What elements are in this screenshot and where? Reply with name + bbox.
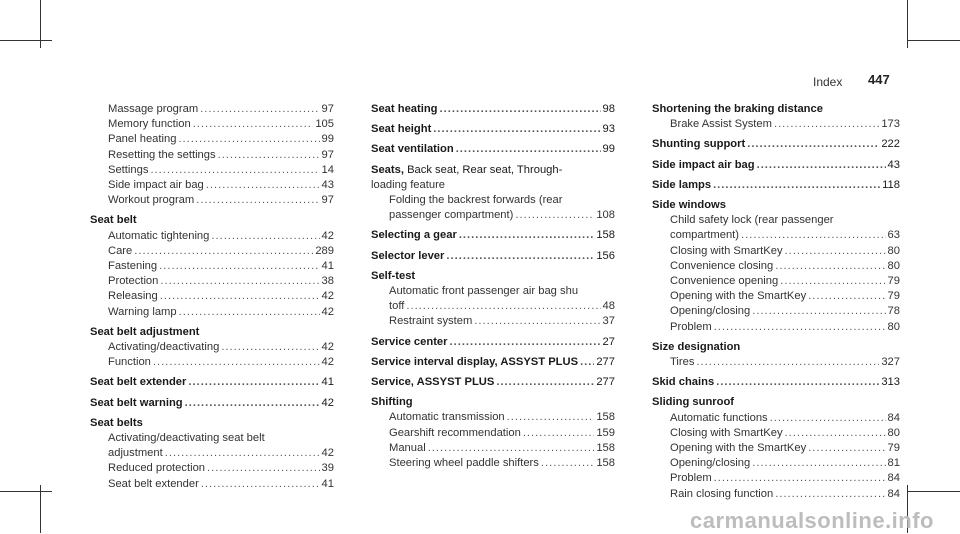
index-entry: [90, 289, 334, 304]
index-entry: [90, 431, 334, 446]
leader-dots: [160, 289, 320, 304]
index-entry-label: Warning lamp: [108, 305, 177, 318]
index-entry-label: Side impact air bag: [108, 179, 204, 192]
index-entry-page: 42: [321, 396, 334, 409]
index-entry-label: Problem: [670, 320, 712, 333]
index-entry-label: Side lamps: [652, 178, 712, 191]
index-entry-label: Panel heating: [108, 133, 177, 146]
index-entry: [652, 102, 900, 117]
index-entry-label: Brake Assist System: [670, 118, 772, 131]
index-entry: [652, 375, 900, 390]
leader-dots: [459, 228, 595, 243]
index-entry: [90, 274, 334, 289]
leader-dots: [165, 446, 320, 461]
index-entry-page: 42: [321, 341, 334, 354]
leader-dots: [780, 274, 885, 289]
index-entry-page: 158: [596, 457, 615, 470]
index-entry: [652, 320, 900, 335]
index-entry-label: Opening/closing: [670, 457, 751, 470]
index-entry: [90, 305, 334, 320]
index-entry: [90, 355, 334, 370]
leader-dots: [153, 355, 320, 370]
index-entry-label: Sliding sunroof: [652, 396, 735, 409]
index-entry-page: 41: [321, 376, 334, 389]
index-entry: [90, 259, 334, 274]
index-entry-page: 14: [321, 163, 334, 176]
index-entry-page: 79: [887, 275, 900, 288]
index-entry-label: Shortening the braking distance: [652, 103, 823, 115]
leader-dots: [747, 137, 879, 152]
index-entry-label: adjustment: [108, 447, 163, 460]
index-entry-label: Automatic tightening: [108, 229, 210, 242]
index-entry-label: Problem: [670, 472, 712, 485]
index-entry-label: Memory function: [108, 118, 191, 131]
index-entry-page: 158: [596, 441, 615, 454]
index-entry-label: passenger compartment): [389, 209, 514, 222]
index-entry-label: Selecting a gear: [371, 229, 457, 242]
leader-dots: [207, 461, 320, 476]
index-entry-page: 79: [887, 442, 900, 455]
index-entry-label: Seat belt extender: [108, 477, 199, 490]
index-entry-page: 99: [321, 133, 334, 146]
crop-mark: [40, 485, 41, 533]
leader-dots: [496, 375, 594, 390]
index-entry: [90, 396, 334, 411]
index-entry: [371, 208, 615, 223]
leader-dots: [440, 102, 601, 117]
index-entry-label: Seat height: [371, 123, 432, 136]
index-entry-label: Service interval display, ASSYST PLUS: [371, 355, 579, 368]
index-entry: [652, 117, 900, 132]
index-entry-page: 156: [596, 249, 615, 262]
index-entry-page: 42: [321, 447, 334, 460]
index-entry-page: 173: [881, 118, 900, 131]
index-entry-page: 277: [596, 376, 615, 389]
index-column-3: [652, 102, 900, 502]
index-entry-label: Seat belt extender: [90, 376, 187, 389]
index-entry-label-rest: Back seat, Rear seat, Through-: [403, 163, 563, 176]
crop-mark: [0, 40, 52, 41]
index-entry-page: 81: [887, 457, 900, 470]
index-entry: [90, 461, 334, 476]
index-entry-label: Self-test: [371, 269, 416, 282]
watermark-text: carmanualsonline.info: [690, 508, 934, 533]
index-entry-label: Opening with the SmartKey: [670, 442, 807, 455]
index-entry-label: Shifting: [371, 396, 413, 409]
index-entry-label: Automatic transmission: [389, 411, 505, 424]
index-entry-page: 41: [321, 260, 334, 273]
index-entry: [652, 137, 900, 152]
leader-dots: [160, 274, 319, 289]
leader-dots: [201, 477, 320, 492]
leader-dots: [200, 102, 319, 117]
index-entry: [371, 122, 615, 137]
index-entry: [652, 456, 900, 471]
index-entry-label: Seat belt: [90, 214, 137, 227]
index-entry: [371, 269, 615, 284]
index-entry-label: Gearshift recommendation: [389, 426, 521, 439]
index-entry: [371, 410, 615, 425]
index-entry: [371, 375, 615, 390]
index-entry-page: 97: [321, 103, 334, 115]
index-entry: [90, 193, 334, 208]
leader-dots: [770, 411, 886, 426]
index-entry-label: Shunting support: [652, 138, 746, 151]
index-entry-page: 97: [321, 194, 334, 207]
index-entry-page: 158: [596, 229, 615, 242]
index-entry-label: Protection: [108, 275, 159, 288]
index-entry: [90, 244, 334, 259]
index-entry-page: 98: [602, 103, 615, 115]
index-entry: [652, 228, 900, 243]
index-entry-label: compartment): [670, 229, 740, 242]
index-entry-label: Closing with SmartKey: [670, 244, 783, 257]
index-entry-label: Rain closing function: [670, 487, 774, 500]
index-entry-label: Service, ASSYST PLUS: [371, 376, 495, 389]
leader-dots: [714, 471, 886, 486]
leader-dots: [188, 375, 319, 390]
index-entry: [371, 395, 615, 410]
leader-dots: [714, 320, 886, 335]
index-entry-label: Folding the backrest forwards (rear: [389, 194, 563, 207]
index-entry-page: 277: [596, 355, 615, 368]
index-entry: [371, 441, 615, 456]
index-entry-label: toff: [389, 300, 405, 313]
index-entry-page: 80: [887, 259, 900, 272]
leader-dots: [696, 355, 879, 370]
leader-dots: [507, 410, 595, 425]
leader-dots: [406, 299, 600, 314]
index-entry-page: 43: [887, 158, 900, 171]
index-entry-label: Seats,: [371, 163, 404, 176]
leader-dots: [433, 122, 600, 137]
leader-dots: [221, 340, 319, 355]
index-entry-page: 105: [315, 118, 334, 131]
leader-dots: [808, 441, 885, 456]
crop-mark: [0, 491, 52, 492]
index-entry-label: Reduced protection: [108, 462, 206, 475]
index-entry: [371, 193, 615, 208]
index-entry: [652, 441, 900, 456]
index-entry: [652, 426, 900, 441]
index-entry-label: Activating/deactivating: [108, 341, 220, 354]
index-entry: [371, 314, 615, 329]
leader-dots: [450, 335, 601, 350]
index-entry-page: 158: [596, 411, 615, 424]
leader-dots: [159, 259, 319, 274]
index-entry: [371, 426, 615, 441]
index-entry: [90, 178, 334, 193]
leader-dots: [179, 305, 320, 320]
index-entry-label: Opening/closing: [670, 305, 751, 318]
index-entry-page: 48: [602, 300, 615, 313]
leader-dots: [428, 441, 595, 456]
leader-dots: [515, 208, 594, 223]
index-entry-page: 42: [321, 356, 334, 369]
index-entry: [371, 178, 615, 193]
index-entry-page: 78: [887, 305, 900, 318]
leader-dots: [741, 228, 886, 243]
index-entry-page: 42: [321, 229, 334, 242]
index-entry: [90, 148, 334, 163]
index-entry-label: Side windows: [652, 199, 726, 212]
index-entry-label: Service center: [371, 335, 448, 348]
index-entry: [371, 355, 615, 370]
index-entry: [90, 213, 334, 228]
index-entry-label: Selector lever: [371, 249, 445, 262]
index-entry: [652, 355, 900, 370]
index-entry-page: 222: [881, 138, 900, 151]
index-entry-label: Seat belt warning: [90, 396, 183, 409]
index-entry-label: Activating/deactivating seat belt: [108, 432, 265, 445]
index-entry: [371, 299, 615, 314]
index-entry-page: 80: [887, 244, 900, 257]
index-entry: [90, 132, 334, 147]
index-entry-label: Tires: [670, 356, 695, 369]
index-entry-page: 327: [881, 356, 900, 369]
index-entry-page: 118: [882, 178, 900, 191]
leader-dots: [752, 456, 885, 471]
index-entry: [652, 158, 900, 173]
index-entry: [90, 340, 334, 355]
leader-dots: [134, 244, 313, 259]
index-entry: [90, 102, 334, 117]
index-entry-label: Automatic functions: [670, 411, 768, 424]
index-entry-label: Closing with SmartKey: [670, 426, 783, 439]
index-entry-label: Automatic front passenger air bag shu: [389, 285, 579, 298]
index-entry: [371, 284, 615, 299]
index-entry-label: Massage program: [108, 103, 199, 115]
index-entry-label: Care: [108, 244, 133, 257]
index-entry-page: 41: [321, 477, 334, 490]
index-entry: [652, 471, 900, 486]
index-entry-page: 159: [596, 426, 615, 439]
index-entry: [652, 213, 900, 228]
index-entry: [652, 304, 900, 319]
index-entry-page: 79: [887, 290, 900, 303]
index-entry-page: 43: [321, 179, 334, 192]
index-entry: [90, 117, 334, 132]
leader-dots: [757, 158, 886, 173]
index-entry: [90, 477, 334, 492]
index-entry-page: 84: [887, 487, 900, 500]
leader-dots: [206, 178, 320, 193]
index-entry-label: Seat ventilation: [371, 143, 454, 156]
index-entry-label: Seat belts: [90, 416, 143, 429]
leader-dots: [446, 249, 594, 264]
leader-dots: [580, 355, 594, 370]
leader-dots: [523, 426, 595, 441]
leader-dots: [808, 289, 885, 304]
index-entry-label: Seat heating: [371, 103, 438, 115]
leader-dots: [474, 314, 600, 329]
index-entry: [652, 487, 900, 502]
index-entry: [371, 163, 615, 178]
index-entry-label: Seat belt adjustment: [90, 325, 200, 338]
leader-dots: [774, 117, 879, 132]
index-entry: [371, 142, 615, 157]
crop-mark: [907, 40, 960, 41]
index-entry-page: 80: [887, 426, 900, 439]
index-entry-label: Child safety lock (rear passenger: [670, 214, 834, 227]
index-entry-label: Releasing: [108, 290, 158, 303]
index-entry-label: Restraint system: [389, 315, 473, 328]
index-entry: [371, 249, 615, 264]
index-entry-label: Skid chains: [652, 376, 715, 389]
index-entry: [652, 198, 900, 213]
index-entry: [371, 102, 615, 117]
index-entry: [371, 456, 615, 471]
index-entry-page: 84: [887, 472, 900, 485]
index-entry-label: Workout program: [108, 194, 195, 207]
leader-dots: [178, 132, 319, 147]
index-entry-label: Manual: [389, 441, 426, 454]
index-entry: [652, 178, 900, 193]
index-column-2: [371, 102, 615, 471]
index-entry: [652, 244, 900, 259]
index-entry-page: 97: [321, 148, 334, 161]
index-entry: [90, 229, 334, 244]
index-entry-page: 93: [602, 123, 615, 136]
leader-dots: [713, 178, 880, 193]
index-entry-label: Steering wheel paddle shifters: [389, 457, 539, 470]
index-entry-page: 37: [602, 315, 615, 328]
index-entry: [371, 335, 615, 350]
index-entry-page: 108: [596, 209, 615, 222]
index-entry-page: 38: [321, 275, 334, 288]
index-entry-label: Settings: [108, 163, 149, 176]
index-entry-label: Convenience opening: [670, 275, 779, 288]
index-entry-label: Resetting the settings: [108, 148, 216, 161]
leader-dots: [218, 148, 320, 163]
index-entry: [371, 228, 615, 243]
leader-dots: [785, 426, 886, 441]
index-entry-label: Function: [108, 356, 151, 369]
index-entry: [652, 411, 900, 426]
index-entry-label: Size designation: [652, 340, 741, 353]
crop-mark: [907, 491, 960, 492]
index-entry: [652, 395, 900, 410]
index-entry-page: 99: [602, 143, 615, 156]
leader-dots: [456, 142, 601, 157]
leader-dots: [775, 487, 885, 502]
index-entry: [90, 325, 334, 340]
leader-dots: [211, 229, 319, 244]
index-entry: [652, 340, 900, 355]
section-title: Index: [813, 75, 843, 89]
leader-dots: [193, 117, 314, 132]
index-entry-label: Opening with the SmartKey: [670, 290, 807, 303]
leader-dots: [716, 375, 879, 390]
index-entry-label: Side impact air bag: [652, 158, 755, 171]
index-entry: [652, 259, 900, 274]
index-entry-page: 80: [887, 320, 900, 333]
leader-dots: [185, 396, 320, 411]
index-entry-page: 84: [887, 411, 900, 424]
page-number: 447: [868, 72, 890, 87]
index-column-1: [90, 102, 334, 492]
index-entry-page: 27: [602, 335, 615, 348]
index-entry-label: Fastening: [108, 260, 158, 273]
index-entry: [652, 274, 900, 289]
index-entry: [90, 163, 334, 178]
leader-dots: [785, 244, 886, 259]
leader-dots: [150, 163, 319, 178]
leader-dots: [196, 193, 319, 208]
index-entry: [90, 375, 334, 390]
index-entry-page: 42: [321, 305, 334, 318]
index-entry-page: 313: [881, 376, 900, 389]
index-entry-label: Convenience closing: [670, 259, 774, 272]
leader-dots: [752, 304, 885, 319]
index-entry-page: 42: [321, 290, 334, 303]
leader-dots: [541, 456, 594, 471]
leader-dots: [775, 259, 885, 274]
index-entry: [90, 446, 334, 461]
index-entry-page: 289: [315, 244, 334, 257]
index-entry-page: 39: [321, 462, 334, 475]
index-entry-label: loading feature: [371, 178, 446, 191]
index-entry-page: 63: [887, 229, 900, 242]
index-entry: [90, 416, 334, 431]
index-entry: [652, 289, 900, 304]
